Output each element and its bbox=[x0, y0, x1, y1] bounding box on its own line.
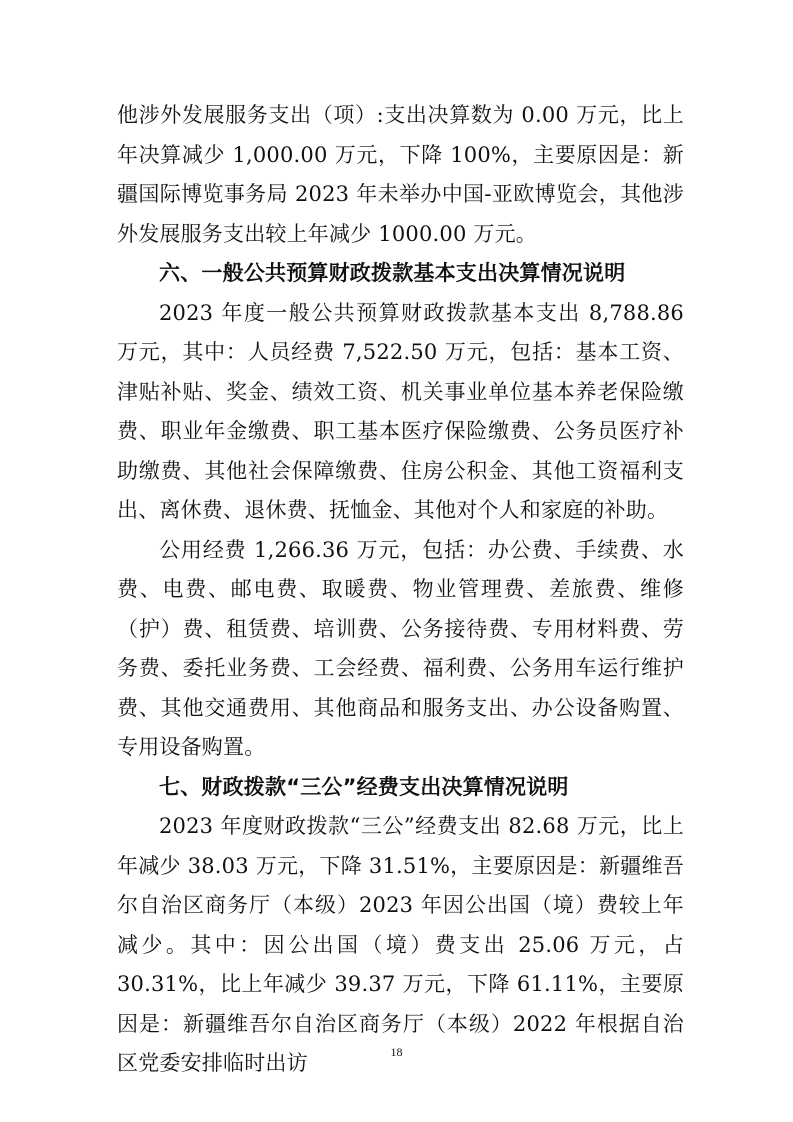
paragraph-public-expenses: 公用经费 1,266.36 万元，包括：办公费、手续费、水费、电费、邮电费、取暖费、物业管理费、差旅费、维修（护）费、租赁费、培训费、公务接待费、专用材料费、劳务费、委托业务费、工会经费、福利费、公务用车运行维护费、其他交通费用、其他商品和服务支出、办公设备购置、专用设备购置。 bbox=[117, 537, 684, 759]
paragraph-basic-expenditure: 2023 年度一般公共预算财政拨款基本支出 8,788.86 万元，其中：人员经费 7,522.50 万元，包括：基本工资、津贴补贴、奖金、绩效工资、机关事业单位基本养老保险缴费、职业年金缴费、职工基本医疗保险缴费、公务员医疗补助缴费、其他社会保障缴费、住房公积金、其他工资福利支出、离休费、退休费、抚恤金、其他对个人和家庭的补助。 bbox=[117, 300, 684, 522]
paragraph-other-foreign-development: 他涉外发展服务支出（项）:支出决算数为 0.00 万元，比上年决算减少 1,000.00 万元，下降 100%，主要原因是：新疆国际博览事务局 2023 年未举办中国-亚欧博览会，其他涉外发展服务支出较上年减少 1000.00 万元。 bbox=[117, 103, 684, 246]
document-body bbox=[117, 96, 684, 1084]
page-number: 18 bbox=[390, 1045, 403, 1059]
section-heading-6: 六、一般公共预算财政拨款基本支出决算情况说明 bbox=[159, 261, 626, 285]
section-heading-7: 七、财政拨款“三公”经费支出决算情况说明 bbox=[159, 774, 569, 799]
paragraph-three-public-expenses: 2023 年度财政拨款“三公”经费支出 82.68 万元，比上年减少 38.03 万元，下降 31.51%，主要原因是：新疆维吾尔自治区商务厅（本级）2023 年因公出国（境）费较上年减少。其中：因公出国（境）费支出 25.06 万元，占 30.31%，比上年减少 39.37 万元，下降 61.11%，主要原因是：新疆维吾尔自治区商务厅（本级）2022 年根据自治区党委安排临时出访 bbox=[117, 814, 684, 1075]
